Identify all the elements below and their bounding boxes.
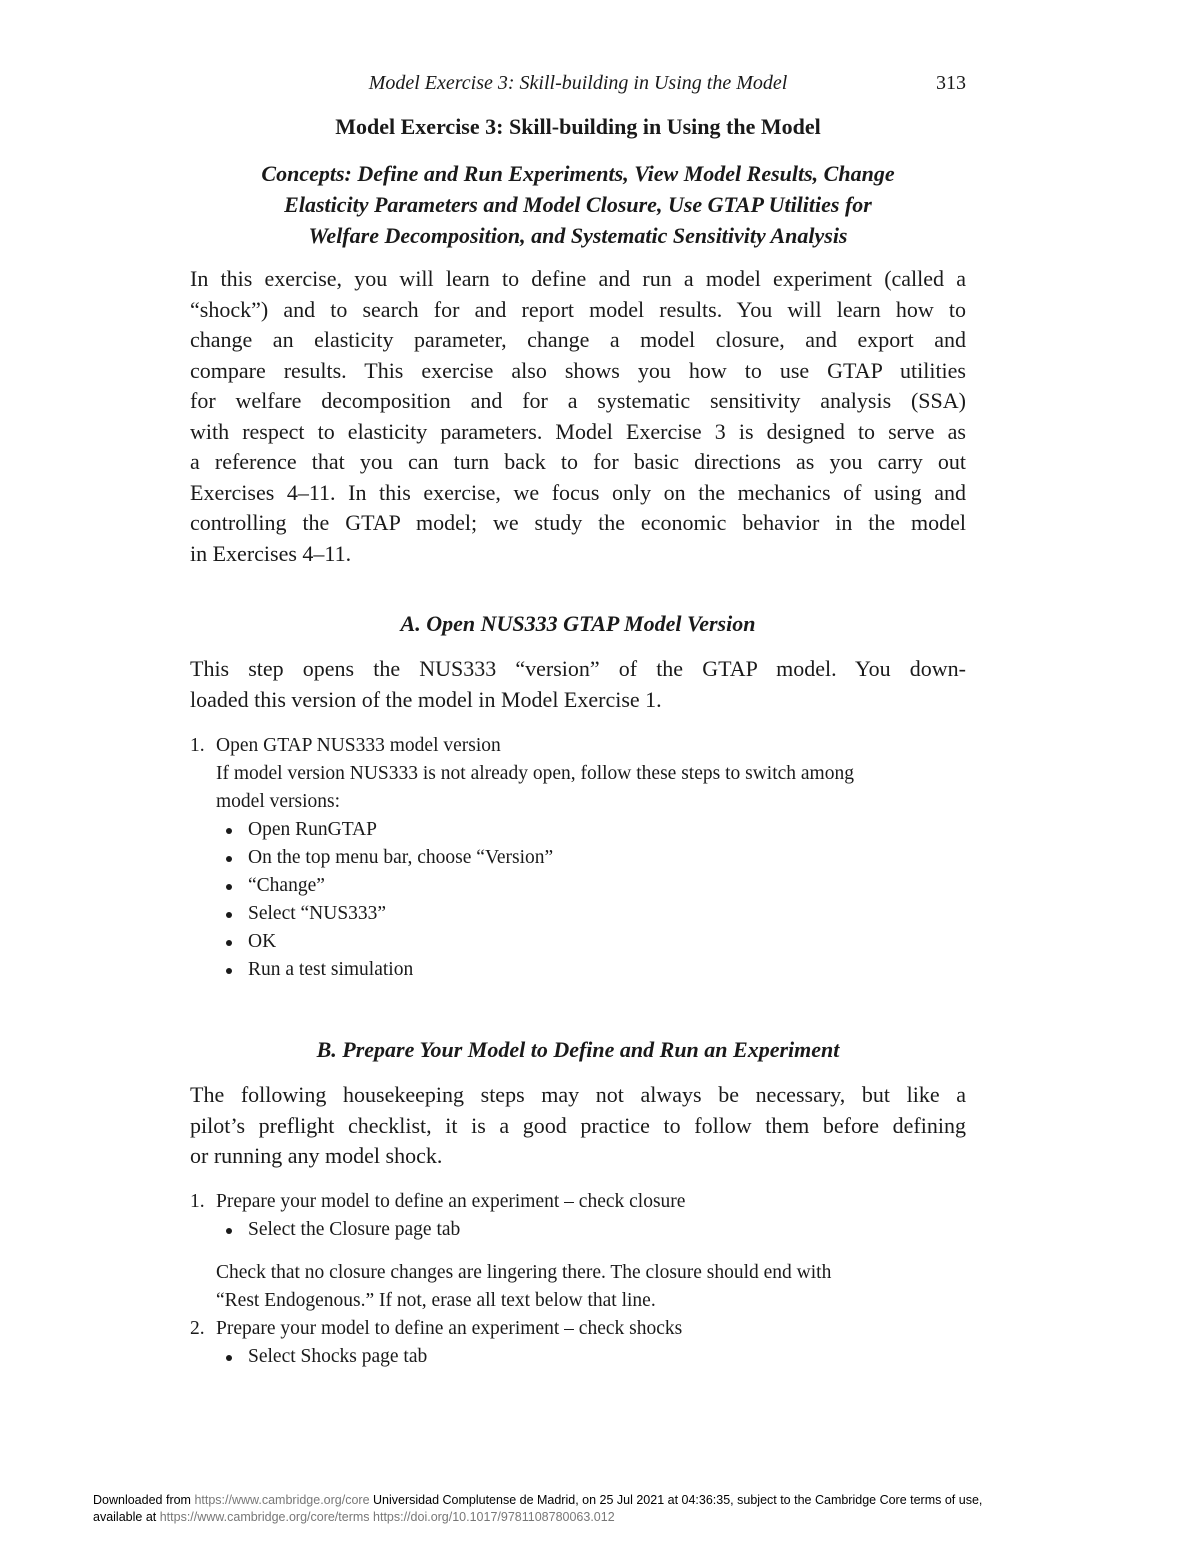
shocks-steps-list [220,1343,427,1371]
running-head [190,72,966,102]
footer-access-text: Universidad Complutense de Madrid, on 25 Jul 2021 at 04:36:35, subject to the Cambridge Core terms of use, [373,1493,983,1507]
step-title: Prepare your model to define an experiment – check shocks [216,1318,683,1339]
list-item: “Change” [220,872,553,900]
download-footer [93,1492,982,1526]
list-item: Select Shocks page tab [220,1343,427,1371]
text-line: The following housekeeping steps may not always be necessary, but like a [190,1082,966,1107]
text-line: Exercises 4–11. In this exercise, we focus only on the mechanics of using and [190,479,966,505]
step-note: Check that no closure changes are lingering there. The closure should end with [216,1262,832,1283]
section-a-heading: A. Open NUS333 GTAP Model Version [400,611,756,636]
text-line: controlling the GTAP model; we study the economic behavior in the model [190,510,966,535]
concepts-subtitle [190,158,966,251]
text-line: This step opens the NUS333 “version” of the GTAP model. You down- [190,656,966,681]
list-item: Run a test simulation [220,956,553,984]
text-line: in Exercises 4–11. [190,540,352,566]
footer-line-2 [93,1509,982,1526]
step-instruction: If model version NUS333 is not already open, follow these steps to switch among [216,763,854,784]
chapter-title: Model Exercise 3: Skill-building in Using the Model [335,114,821,139]
section-b-heading: B. Prepare Your Model to Define and Run an Experiment [316,1037,840,1062]
running-title: Model Exercise 3: Skill-building in Using the Model [368,72,788,94]
concepts-line: Elasticity Parameters and Model Closure, Use GTAP Utilities for [284,192,872,217]
concepts-line: Welfare Decomposition, and Systematic Sensitivity Analysis [308,223,848,248]
text-line: or running any model shock. [190,1143,443,1168]
footer-line-1 [93,1492,982,1509]
list-item: Select “NUS333” [220,900,553,928]
text-line: for welfare decomposition and for a systematic sensitivity analysis (SSA) [190,388,966,413]
list-item: OK [220,928,553,956]
text-line: In this exercise, you will learn to define and run a model experiment (called a [190,266,966,291]
core-link[interactable]: https://www.cambridge.org/core [194,1493,370,1507]
text-line: compare results. This exercise also shows you how to use GTAP utilities [190,357,966,383]
doi-link[interactable]: https://doi.org/10.1017/9781108780063.012 [373,1510,615,1524]
text-line: with respect to elasticity parameters. Model Exercise 3 is designed to serve as [190,418,966,444]
text-line: change an elasticity parameter, change a model closure, and export and [190,327,966,352]
footer-label: available at [93,1510,157,1524]
step-number: 2. [190,1318,205,1339]
intro-paragraph [190,264,966,569]
step-note: “Rest Endogenous.” If not, erase all text below that line. [216,1290,656,1311]
concepts-line: Concepts: Define and Run Experiments, View Model Results, Change [261,161,895,186]
text-line: “shock”) and to search for and report model results. You will learn how to [190,296,966,322]
text-line: a reference that you can turn back to for basic directions as you carry out [190,449,966,474]
terms-link[interactable]: https://www.cambridge.org/core/terms [159,1510,370,1524]
footer-label: Downloaded from [93,1493,191,1507]
step-number: 1. [190,1191,205,1212]
section-a-body [190,654,966,715]
closure-steps-list [220,1216,460,1244]
section-b-body [190,1080,966,1172]
version-steps-list [220,816,553,984]
section-a-step-1 [190,732,501,760]
step-number: 1. [190,735,205,756]
list-item: On the top menu bar, choose “Version” [220,844,553,872]
section-b-step-2 [190,1315,682,1343]
step-title: Prepare your model to define an experiment – check closure [216,1191,686,1212]
step-title: Open GTAP NUS333 model version [216,735,501,756]
section-b-step-1 [190,1188,685,1216]
step-instruction: model versions: [216,791,341,812]
text-line: pilot’s preflight checklist, it is a good practice to follow them before defining [190,1112,966,1138]
page-number: 313 [936,72,966,94]
list-item: Open RunGTAP [220,816,553,844]
text-line: loaded this version of the model in Model Exercise 1. [190,686,662,712]
list-item: Select the Closure page tab [220,1216,460,1244]
